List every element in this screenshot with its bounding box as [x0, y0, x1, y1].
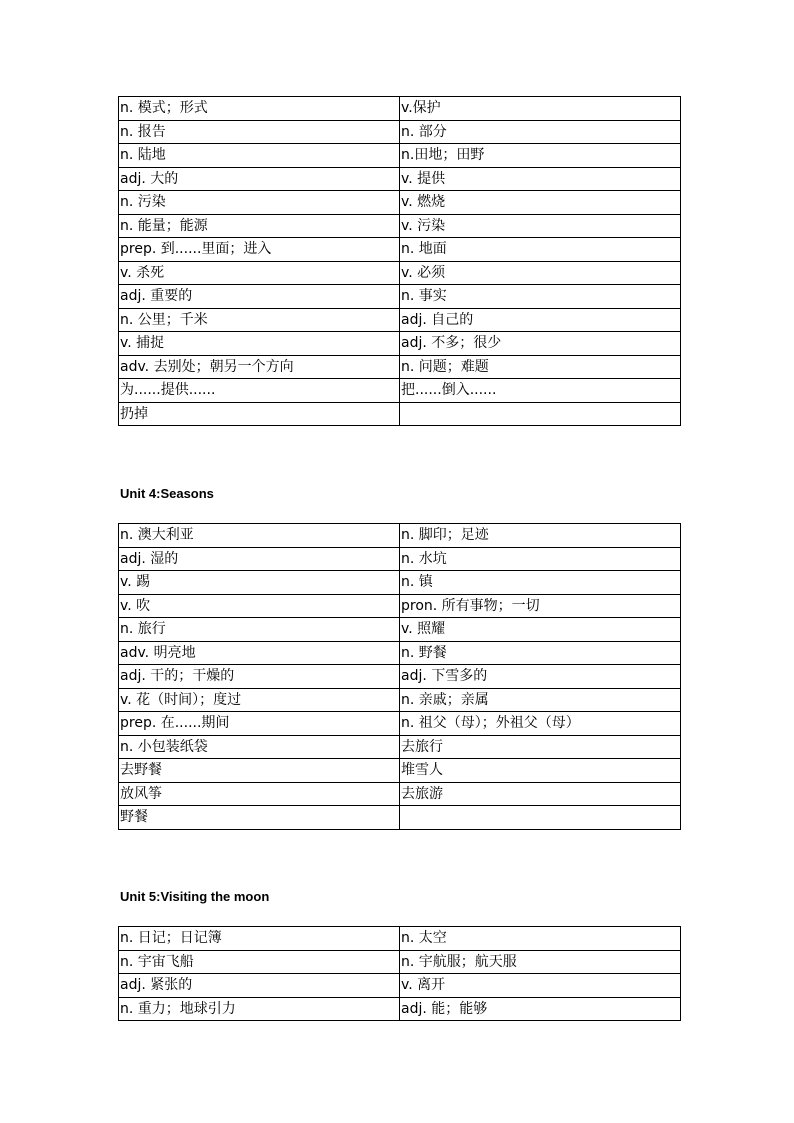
vocab-cell-left: n. 污染 — [119, 191, 400, 215]
vocab-cell-left: adj. 大的 — [119, 167, 400, 191]
table-row — [119, 379, 681, 403]
table-row — [119, 594, 681, 618]
table-row — [119, 120, 681, 144]
table-row — [119, 688, 681, 712]
table-row — [119, 214, 681, 238]
vocab-cell-left: 扔掉 — [119, 402, 400, 426]
vocab-cell-right: n. 水坑 — [400, 547, 681, 571]
vocab-cell-right: n. 祖父（母）；外祖父（母） — [400, 712, 681, 736]
vocab-cell-left: adv. 去别处；朝另一个方向 — [119, 355, 400, 379]
vocab-cell-left: n. 旅行 — [119, 618, 400, 642]
table-row — [119, 618, 681, 642]
vocab-cell-left: n. 报告 — [119, 120, 400, 144]
table-row — [119, 759, 681, 783]
vocab-cell-right: 把......倒入...... — [400, 379, 681, 403]
vocab-cell-right: v. 污染 — [400, 214, 681, 238]
table-row — [119, 332, 681, 356]
vocab-cell-left: n. 宇宙飞船 — [119, 950, 400, 974]
vocab-cell-right: pron. 所有事物；一切 — [400, 594, 681, 618]
vocab-table-unit5 — [118, 926, 681, 1021]
table-row — [119, 308, 681, 332]
vocab-cell-left: adj. 湿的 — [119, 547, 400, 571]
vocab-cell-right: v. 离开 — [400, 974, 681, 998]
vocab-cell-right: n. 事实 — [400, 285, 681, 309]
vocab-cell-right: n. 太空 — [400, 927, 681, 951]
table-row — [119, 402, 681, 426]
vocab-cell-left: n. 小包装纸袋 — [119, 735, 400, 759]
vocab-cell-left: prep. 到......里面；进入 — [119, 238, 400, 262]
vocab-cell-right: v. 照耀 — [400, 618, 681, 642]
vocab-cell-right — [400, 402, 681, 426]
table-row — [119, 782, 681, 806]
table-row — [119, 712, 681, 736]
vocab-cell-left: v. 踢 — [119, 571, 400, 595]
vocab-cell-right: adj. 自己的 — [400, 308, 681, 332]
vocab-cell-left: adv. 明亮地 — [119, 641, 400, 665]
vocab-table-unit3 — [118, 96, 681, 426]
table-row — [119, 191, 681, 215]
vocab-cell-left: 野餐 — [119, 806, 400, 830]
vocab-cell-left: v. 杀死 — [119, 261, 400, 285]
table-row — [119, 355, 681, 379]
vocab-cell-right: n. 宇航服；航天服 — [400, 950, 681, 974]
section-heading-unit5: Unit 5:Visiting the moon — [120, 889, 270, 904]
vocab-cell-right: n. 亲戚；亲属 — [400, 688, 681, 712]
table-row — [119, 167, 681, 191]
vocab-cell-right: n. 部分 — [400, 120, 681, 144]
section-heading-unit4: Unit 4:Seasons — [120, 486, 214, 501]
vocab-cell-left: v. 吹 — [119, 594, 400, 618]
vocab-cell-right — [400, 806, 681, 830]
vocab-cell-right: adj. 能；能够 — [400, 997, 681, 1021]
table-row — [119, 641, 681, 665]
vocab-cell-left: 去野餐 — [119, 759, 400, 783]
table-row — [119, 144, 681, 168]
vocab-cell-left: n. 重力；地球引力 — [119, 997, 400, 1021]
vocab-cell-right: n. 镇 — [400, 571, 681, 595]
table-row — [119, 571, 681, 595]
table-row — [119, 547, 681, 571]
vocab-cell-left: adj. 紧张的 — [119, 974, 400, 998]
table-row — [119, 238, 681, 262]
vocab-cell-right: 去旅行 — [400, 735, 681, 759]
table-row — [119, 285, 681, 309]
vocab-cell-right: n. 地面 — [400, 238, 681, 262]
vocab-cell-left: adj. 干的；干燥的 — [119, 665, 400, 689]
table-row — [119, 997, 681, 1021]
table-row — [119, 974, 681, 998]
vocab-cell-right: n. 问题；难题 — [400, 355, 681, 379]
vocab-cell-left: n. 公里；千米 — [119, 308, 400, 332]
table-row — [119, 927, 681, 951]
vocab-cell-right: adj. 不多；很少 — [400, 332, 681, 356]
vocab-cell-right: n. 野餐 — [400, 641, 681, 665]
table-row — [119, 261, 681, 285]
table-row — [119, 950, 681, 974]
vocab-cell-left: n. 能量；能源 — [119, 214, 400, 238]
vocab-cell-right: adj. 下雪多的 — [400, 665, 681, 689]
vocab-cell-left: n. 澳大利亚 — [119, 524, 400, 548]
vocab-cell-right: v. 燃烧 — [400, 191, 681, 215]
vocab-cell-right: 去旅游 — [400, 782, 681, 806]
vocab-cell-left: n. 模式；形式 — [119, 97, 400, 121]
vocab-cell-left: prep. 在......期间 — [119, 712, 400, 736]
vocab-cell-left: v. 捕捉 — [119, 332, 400, 356]
vocab-cell-left: n. 日记；日记簿 — [119, 927, 400, 951]
vocab-cell-right: v. 必须 — [400, 261, 681, 285]
vocab-cell-left: 放风筝 — [119, 782, 400, 806]
vocab-cell-right: v.保护 — [400, 97, 681, 121]
table-row — [119, 735, 681, 759]
vocab-cell-left: adj. 重要的 — [119, 285, 400, 309]
vocab-cell-left: 为......提供...... — [119, 379, 400, 403]
vocab-cell-right: n.田地；田野 — [400, 144, 681, 168]
vocab-cell-right: v. 提供 — [400, 167, 681, 191]
vocab-cell-right: 堆雪人 — [400, 759, 681, 783]
table-row — [119, 97, 681, 121]
vocab-table-unit4 — [118, 523, 681, 830]
vocab-cell-left: n. 陆地 — [119, 144, 400, 168]
table-row — [119, 524, 681, 548]
vocab-cell-left: v. 花（时间）；度过 — [119, 688, 400, 712]
vocab-cell-right: n. 脚印；足迹 — [400, 524, 681, 548]
table-row — [119, 665, 681, 689]
table-row — [119, 806, 681, 830]
